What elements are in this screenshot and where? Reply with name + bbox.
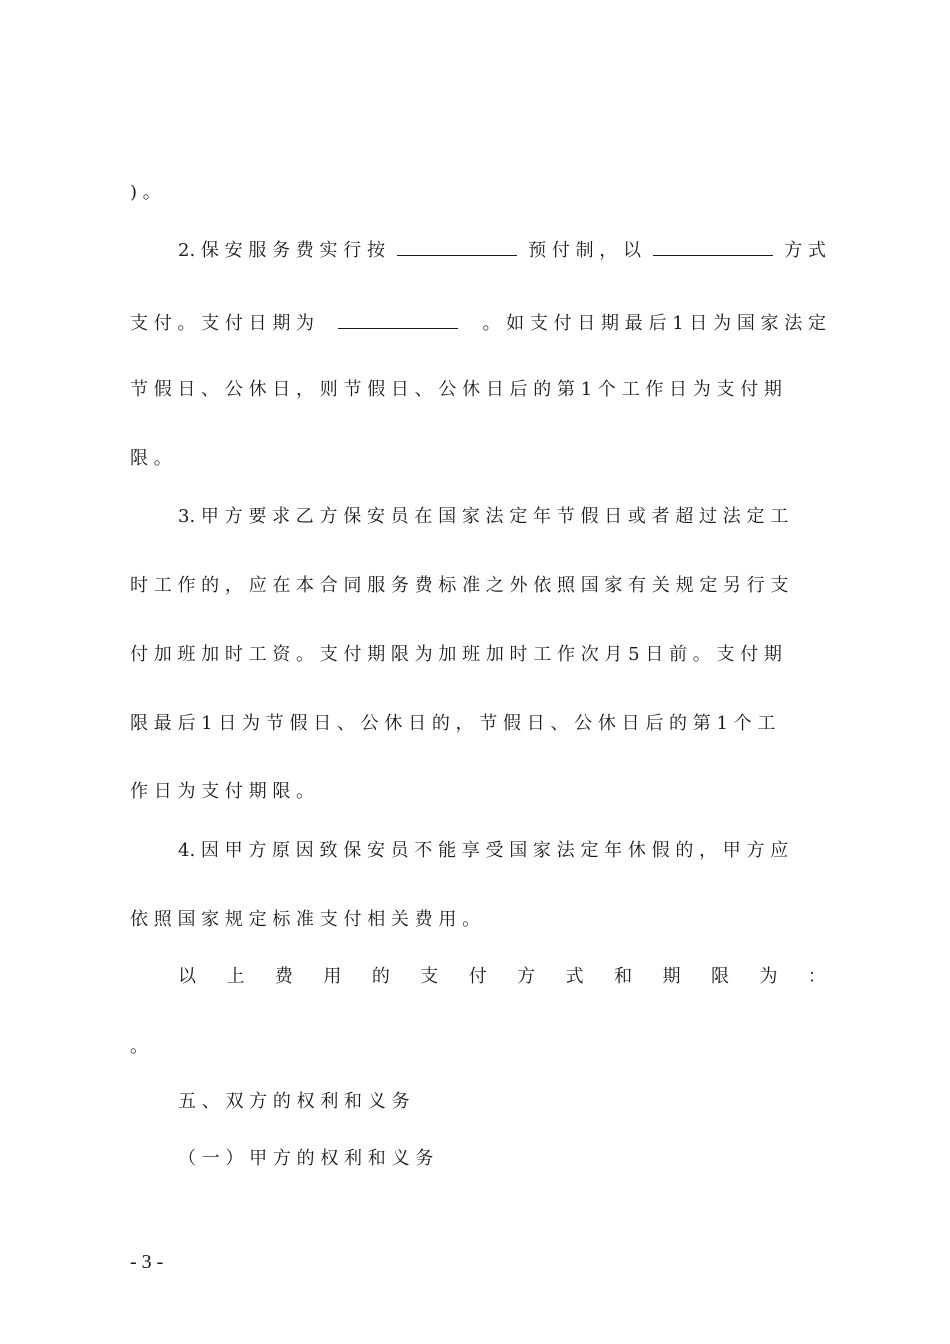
payment-terms-char: 用 — [323, 966, 342, 987]
clause-3-text-5: 作 日 为 支 付 期 限 。 — [130, 781, 315, 802]
payment-terms-char: 支 — [420, 966, 439, 987]
clause-4-line-1 — [178, 839, 826, 863]
clause-2-text-c: 方 式 — [784, 240, 826, 261]
payment-terms-char: 限 — [710, 966, 729, 987]
clause-3-text-1: 3. 甲 方 要 求 乙 方 保 安 员 在 国 家 法 定 年 节 假 日 或 者 超 过 法 定 工 — [178, 506, 789, 527]
clause-4-text-2: 依 照 国 家 规 定 标 准 支 付 相 关 费 用 。 — [130, 909, 481, 930]
clause-2-line-2 — [130, 310, 826, 336]
payment-terms-char: ： — [807, 966, 826, 987]
payment-method-blank — [653, 237, 773, 256]
payment-terms-char: 付 — [468, 966, 487, 987]
clause-2-text-b: 预 付 制 ， 以 — [528, 240, 642, 261]
payment-terms-char: 的 — [371, 966, 390, 987]
payment-terms-line — [178, 965, 826, 989]
clause-3-line-5 — [130, 780, 826, 804]
clause-3-text-4: 限 最 后 1 日 为 节 假 日 、 公 休 日 的 ， 节 假 日 、 公 休 日 后 的 第 1 个 工 — [130, 713, 776, 734]
payment-terms-char: 和 — [614, 966, 633, 987]
clause-2-text-e: 。 如 支 付 日 期 最 后 1 日 为 国 家 法 定 — [482, 313, 826, 334]
clause-3-text-2: 时 工 作 的 ， 应 在 本 合 同 服 务 费 标 准 之 外 依 照 国 家 有 关 规 定 另 行 支 — [130, 575, 789, 596]
continuation-text: ) 。 — [130, 182, 161, 203]
section-five-title: 五 、 双 方 的 权 利 和 义 务 — [178, 1091, 410, 1112]
clause-2-line-4 — [130, 447, 826, 471]
payment-terms-char: 上 — [226, 966, 245, 987]
payment-terms-char: 期 — [662, 966, 681, 987]
clause-3-line-4 — [130, 712, 826, 736]
section-heading — [178, 1090, 826, 1114]
payment-terms-tail: 。 — [130, 1036, 148, 1057]
clause-2-text-g: 限 。 — [130, 448, 172, 469]
payment-terms-char: 费 — [274, 966, 293, 987]
payment-terms-char: 为 — [759, 966, 778, 987]
fee-basis-blank — [397, 237, 517, 256]
clause-3-line-1 — [178, 505, 826, 529]
clause-2-text-a: 2. 保 安 服 务 费 实 行 按 — [178, 240, 385, 261]
subsection-heading — [178, 1147, 826, 1171]
page-number: - 3 - — [130, 1251, 164, 1273]
clause-3-line-3 — [130, 643, 826, 667]
payment-terms-char: 以 — [178, 966, 196, 987]
clause-4-text-1: 4. 因 甲 方 原 因 致 保 安 员 不 能 享 受 国 家 法 定 年 休 假 的 ， 甲 方 应 — [178, 840, 789, 861]
continuation-line — [130, 181, 826, 205]
payment-terms-char: 方 — [517, 966, 536, 987]
clause-3-text-3: 付 加 班 加 时 工 资 。 支 付 期 限 为 加 班 加 时 工 作 次 月 5 日 前 。 支 付 期 — [130, 644, 782, 665]
clause-2-line-3 — [130, 378, 826, 402]
subsection-one-title: （ 一 ） 甲 方 的 权 利 和 义 务 — [178, 1148, 434, 1169]
clause-2-text-d: 支 付 。 支 付 日 期 为 — [130, 313, 315, 334]
clause-2-text-f: 节 假 日 、 公 休 日 ， 则 节 假 日 、 公 休 日 后 的 第 1 个 工 作 日 为 支 付 期 — [130, 379, 782, 400]
payment-terms-tail-line — [130, 1035, 826, 1059]
clause-2-line-1 — [178, 237, 826, 263]
payment-terms-char: 式 — [565, 966, 584, 987]
clause-3-line-2 — [130, 574, 826, 598]
payment-date-blank — [338, 310, 458, 329]
clause-4-line-2 — [130, 908, 826, 932]
